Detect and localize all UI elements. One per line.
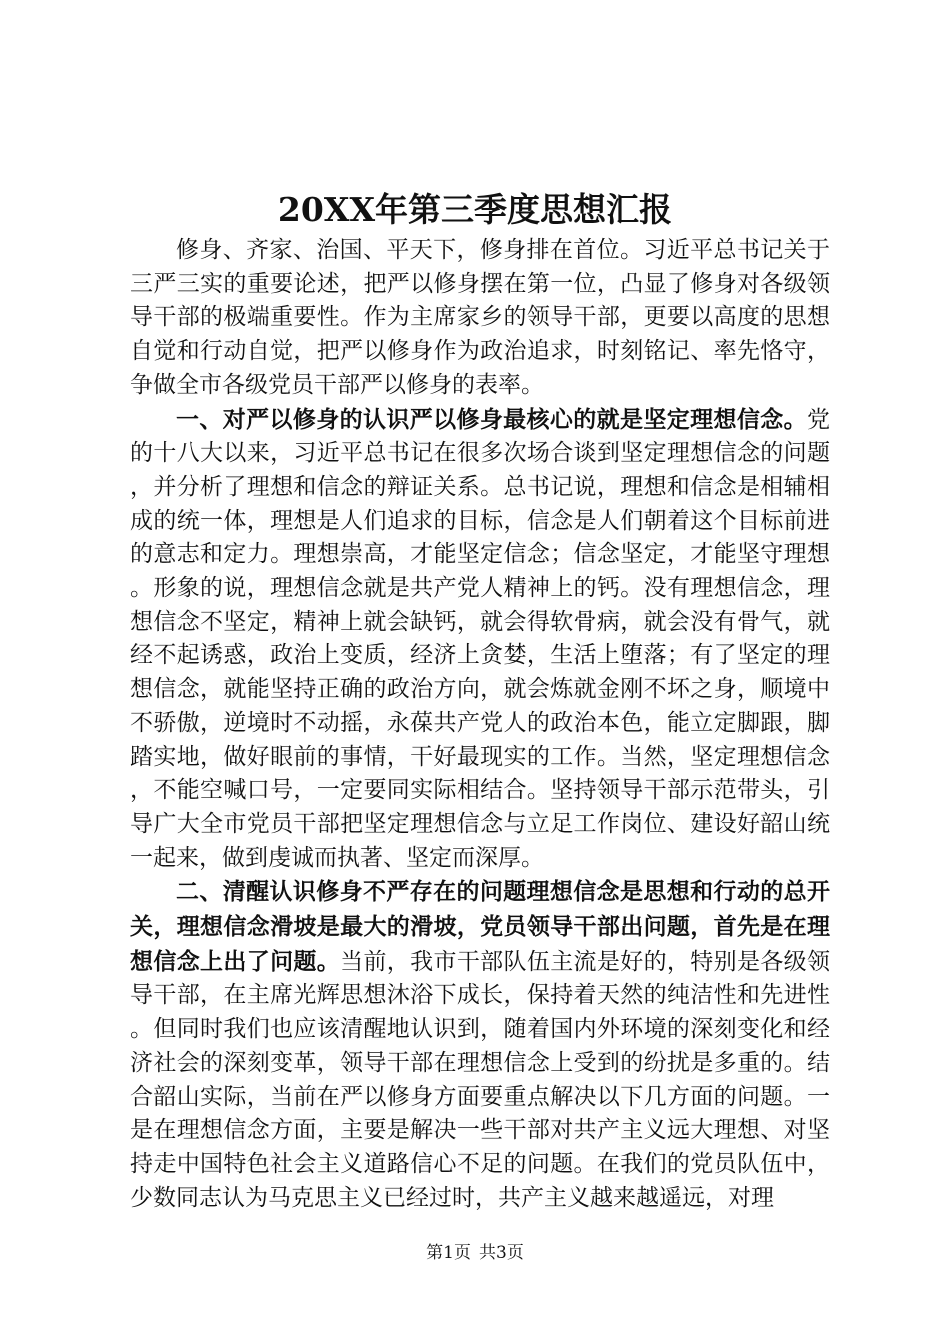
document-body — [130, 233, 830, 1215]
page-total: 共3页 — [479, 1243, 524, 1263]
paragraph-intro-text: 修身、齐家、治国、平天下，修身排在首位。习近平总书记关于三严三实的重要论述，把严以修身摆在第一位，凸显了修身对各级领导干部的极端重要性。作为主席家乡的领导干部，更要以高度的思想自觉和行动自觉，把严以修身作为政治追求，时刻铭记、率先恪守，争做全市各级党员干部严以修身的表率。 — [130, 237, 830, 398]
paragraph-intro — [130, 233, 830, 403]
paragraph-section-1 — [130, 403, 830, 876]
section-1-heading: 一、对严以修身的认识严以修身最核心的就是坚定理想信念。 — [176, 405, 807, 433]
page-number: 第1页 — [426, 1243, 471, 1263]
page-footer — [0, 1241, 950, 1265]
section-2-text: 当前，我市干部队伍主流是好的，特别是各级领导干部，在主席光辉思想沐浴下成长，保持着天然的纯洁性和先进性。但同时我们也应该清醒地认识到，随着国内外环境的深刻变化和经济社会的深刻变革，领导干部在理想信念上受到的纷扰是多重的。结合韶山实际，当前在严以修身方面要重点解决以下几方面的问题。一是在理想信念方面，主要是解决一些干部对共产主义远大理想、对坚持走中国特色社会主义道路信心不足的问题。在我们的党员队伍中，少数同志认为马克思主义已经过时，共产主义越来越遥远，对理 — [130, 948, 831, 1211]
section-1-text: 党的十八大以来，习近平总书记在很多次场合谈到坚定理想信念的问题，并分析了理想和信念的辩证关系。总书记说，理想和信念是相辅相成的统一体，理想是人们追求的目标，信念是人们朝着这个目标前进的意志和定力。理想崇高，才能坚定信念；信念坚定，才能坚守理想。形象的说，理想信念就是共产党人精神上的钙。没有理想信念，理想信念不坚定，精神上就会缺钙，就会得软骨病，就会没有骨气，就经不起诱惑，政治上变质，经济上贪婪，生活上堕落；有了坚定的理想信念，就能坚持正确的政治方向，就会炼就金刚不坏之身，顺境中不骄傲，逆境时不动摇，永葆共产党人的政治本色，能立定脚跟，脚踏实地，做好眼前的事情，干好最现实的工作。当然，坚定理想信念，不能空喊口号，一定要同实际相结合。坚持领导干部示范带头，引导广大全市党员干部把坚定理想信念与立足工作岗位、建设好韶山统一起来，做到虔诚而执著、坚定而深厚。 — [130, 406, 830, 871]
document-title: 20XX年第三季度思想汇报 — [277, 190, 673, 229]
section-2-heading: 二、清醒认识修身不严存在的问题理想信念是思想和行动的总开关，理想信念滑坡是最大的滑坡，党员领导干部出问题，首先是在理想信念上出了问题。 — [130, 878, 830, 975]
paragraph-section-2 — [130, 875, 830, 1215]
